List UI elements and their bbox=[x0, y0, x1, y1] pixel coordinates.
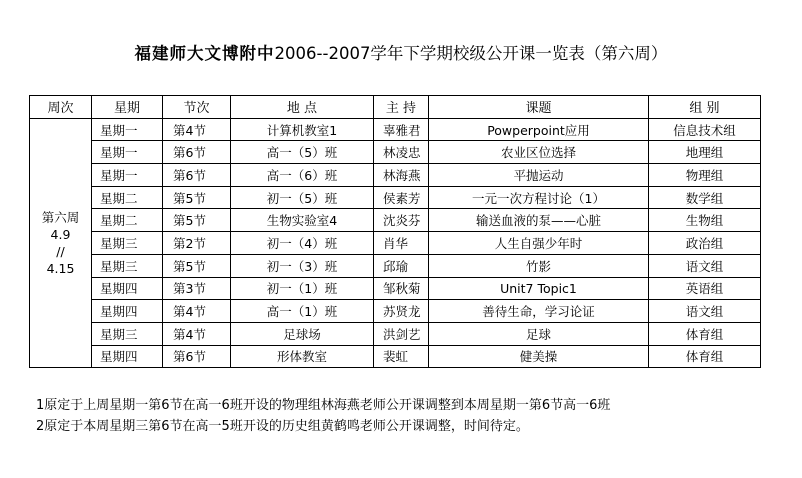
day-cell: 星期三 bbox=[92, 232, 163, 255]
host-cell: 辜雅君 bbox=[374, 118, 429, 141]
table-row bbox=[30, 209, 761, 232]
header-row bbox=[30, 96, 761, 119]
period-cell: 第6节 bbox=[163, 141, 231, 164]
topic-cell: 人生自强少年时 bbox=[429, 232, 649, 255]
place-cell: 形体教室 bbox=[231, 345, 374, 368]
table-row bbox=[30, 164, 761, 187]
place-cell: 高一（1）班 bbox=[231, 300, 374, 323]
group-cell: 语文组 bbox=[649, 254, 761, 277]
group-cell: 生物组 bbox=[649, 209, 761, 232]
group-cell: 政治组 bbox=[649, 232, 761, 255]
page-title bbox=[0, 40, 802, 64]
period-cell: 第5节 bbox=[163, 186, 231, 209]
group-cell: 信息技术组 bbox=[649, 118, 761, 141]
header-group: 组 别 bbox=[649, 96, 761, 119]
group-cell: 体育组 bbox=[649, 322, 761, 345]
day-cell: 星期二 bbox=[92, 209, 163, 232]
period-cell: 第5节 bbox=[163, 254, 231, 277]
period-cell: 第5节 bbox=[163, 209, 231, 232]
note-1: 1原定于上周星期一第6节在高一6班开设的物理组林海燕老师公开课调整到本周星期一第6节高一6班 bbox=[36, 398, 611, 413]
period-cell: 第4节 bbox=[163, 118, 231, 141]
place-cell: 初一（3）班 bbox=[231, 254, 374, 277]
table-row bbox=[30, 345, 761, 368]
period-cell: 第4节 bbox=[163, 322, 231, 345]
place-cell: 高一（5）班 bbox=[231, 141, 374, 164]
day-cell: 星期四 bbox=[92, 345, 163, 368]
table-row bbox=[30, 186, 761, 209]
host-cell: 邹秋菊 bbox=[374, 277, 429, 300]
topic-cell: 输送血液的泵——心脏 bbox=[429, 209, 649, 232]
day-cell: 星期四 bbox=[92, 277, 163, 300]
week-end: 4.15 bbox=[46, 260, 75, 276]
host-cell: 苏贤龙 bbox=[374, 300, 429, 323]
week-start: 4.9 bbox=[50, 226, 71, 242]
table-row bbox=[30, 277, 761, 300]
group-cell: 地理组 bbox=[649, 141, 761, 164]
period-cell: 第2节 bbox=[163, 232, 231, 255]
day-cell: 星期二 bbox=[92, 186, 163, 209]
table-row bbox=[30, 254, 761, 277]
day-cell: 星期一 bbox=[92, 164, 163, 187]
host-cell: 沈炎芬 bbox=[374, 209, 429, 232]
topic-cell: Powperpoint应用 bbox=[429, 118, 649, 141]
host-cell: 林凌忠 bbox=[374, 141, 429, 164]
place-cell: 初一（5）班 bbox=[231, 186, 374, 209]
place-cell: 初一（4）班 bbox=[231, 232, 374, 255]
place-cell: 计算机教室1 bbox=[231, 118, 374, 141]
header-week: 周次 bbox=[30, 96, 92, 119]
header-place: 地 点 bbox=[231, 96, 374, 119]
schedule-table bbox=[29, 95, 761, 368]
host-cell: 洪剑艺 bbox=[374, 322, 429, 345]
period-cell: 第3节 bbox=[163, 277, 231, 300]
group-cell: 英语组 bbox=[649, 277, 761, 300]
group-cell: 数学组 bbox=[649, 186, 761, 209]
day-cell: 星期三 bbox=[92, 322, 163, 345]
title-text: 2006--2007学年下学期校级公开课一览表（第六周） bbox=[274, 44, 668, 63]
group-cell: 物理组 bbox=[649, 164, 761, 187]
day-cell: 星期三 bbox=[92, 254, 163, 277]
day-cell: 星期一 bbox=[92, 141, 163, 164]
week-sep: // bbox=[56, 243, 65, 259]
topic-cell: 农业区位选择 bbox=[429, 141, 649, 164]
period-cell: 第6节 bbox=[163, 345, 231, 368]
table-row bbox=[30, 118, 761, 141]
table-row bbox=[30, 322, 761, 345]
header-period: 节次 bbox=[163, 96, 231, 119]
host-cell: 侯素芳 bbox=[374, 186, 429, 209]
topic-cell: 平抛运动 bbox=[429, 164, 649, 187]
school-name: 福建师大文博附中 bbox=[134, 44, 275, 63]
host-cell: 邱瑜 bbox=[374, 254, 429, 277]
header-host: 主 持 bbox=[374, 96, 429, 119]
topic-cell: 一元一次方程讨论（1） bbox=[429, 186, 649, 209]
header-day: 星期 bbox=[92, 96, 163, 119]
notes bbox=[36, 395, 610, 437]
group-cell: 语文组 bbox=[649, 300, 761, 323]
period-cell: 第4节 bbox=[163, 300, 231, 323]
day-cell: 星期四 bbox=[92, 300, 163, 323]
host-cell: 裴虹 bbox=[374, 345, 429, 368]
header-topic: 课题 bbox=[429, 96, 649, 119]
topic-cell: 竹影 bbox=[429, 254, 649, 277]
note-2: 2原定于本周星期三第6节在高一5班开设的历史组黄鹤鸣老师公开课调整，时间待定。 bbox=[36, 419, 529, 434]
period-cell: 第6节 bbox=[163, 164, 231, 187]
day-cell: 星期一 bbox=[92, 118, 163, 141]
topic-cell: 足球 bbox=[429, 322, 649, 345]
table-row bbox=[30, 300, 761, 323]
group-cell: 体育组 bbox=[649, 345, 761, 368]
topic-cell: 善待生命，学习论证 bbox=[429, 300, 649, 323]
topic-cell: Unit7 Topic1 bbox=[429, 277, 649, 300]
week-label: 第六周 bbox=[41, 209, 80, 225]
week-cell bbox=[30, 118, 92, 368]
place-cell: 生物实验室4 bbox=[231, 209, 374, 232]
topic-cell: 健美操 bbox=[429, 345, 649, 368]
host-cell: 林海燕 bbox=[374, 164, 429, 187]
place-cell: 初一（1）班 bbox=[231, 277, 374, 300]
place-cell: 高一（6）班 bbox=[231, 164, 374, 187]
table-row bbox=[30, 141, 761, 164]
table-row bbox=[30, 232, 761, 255]
host-cell: 肖华 bbox=[374, 232, 429, 255]
place-cell: 足球场 bbox=[231, 322, 374, 345]
